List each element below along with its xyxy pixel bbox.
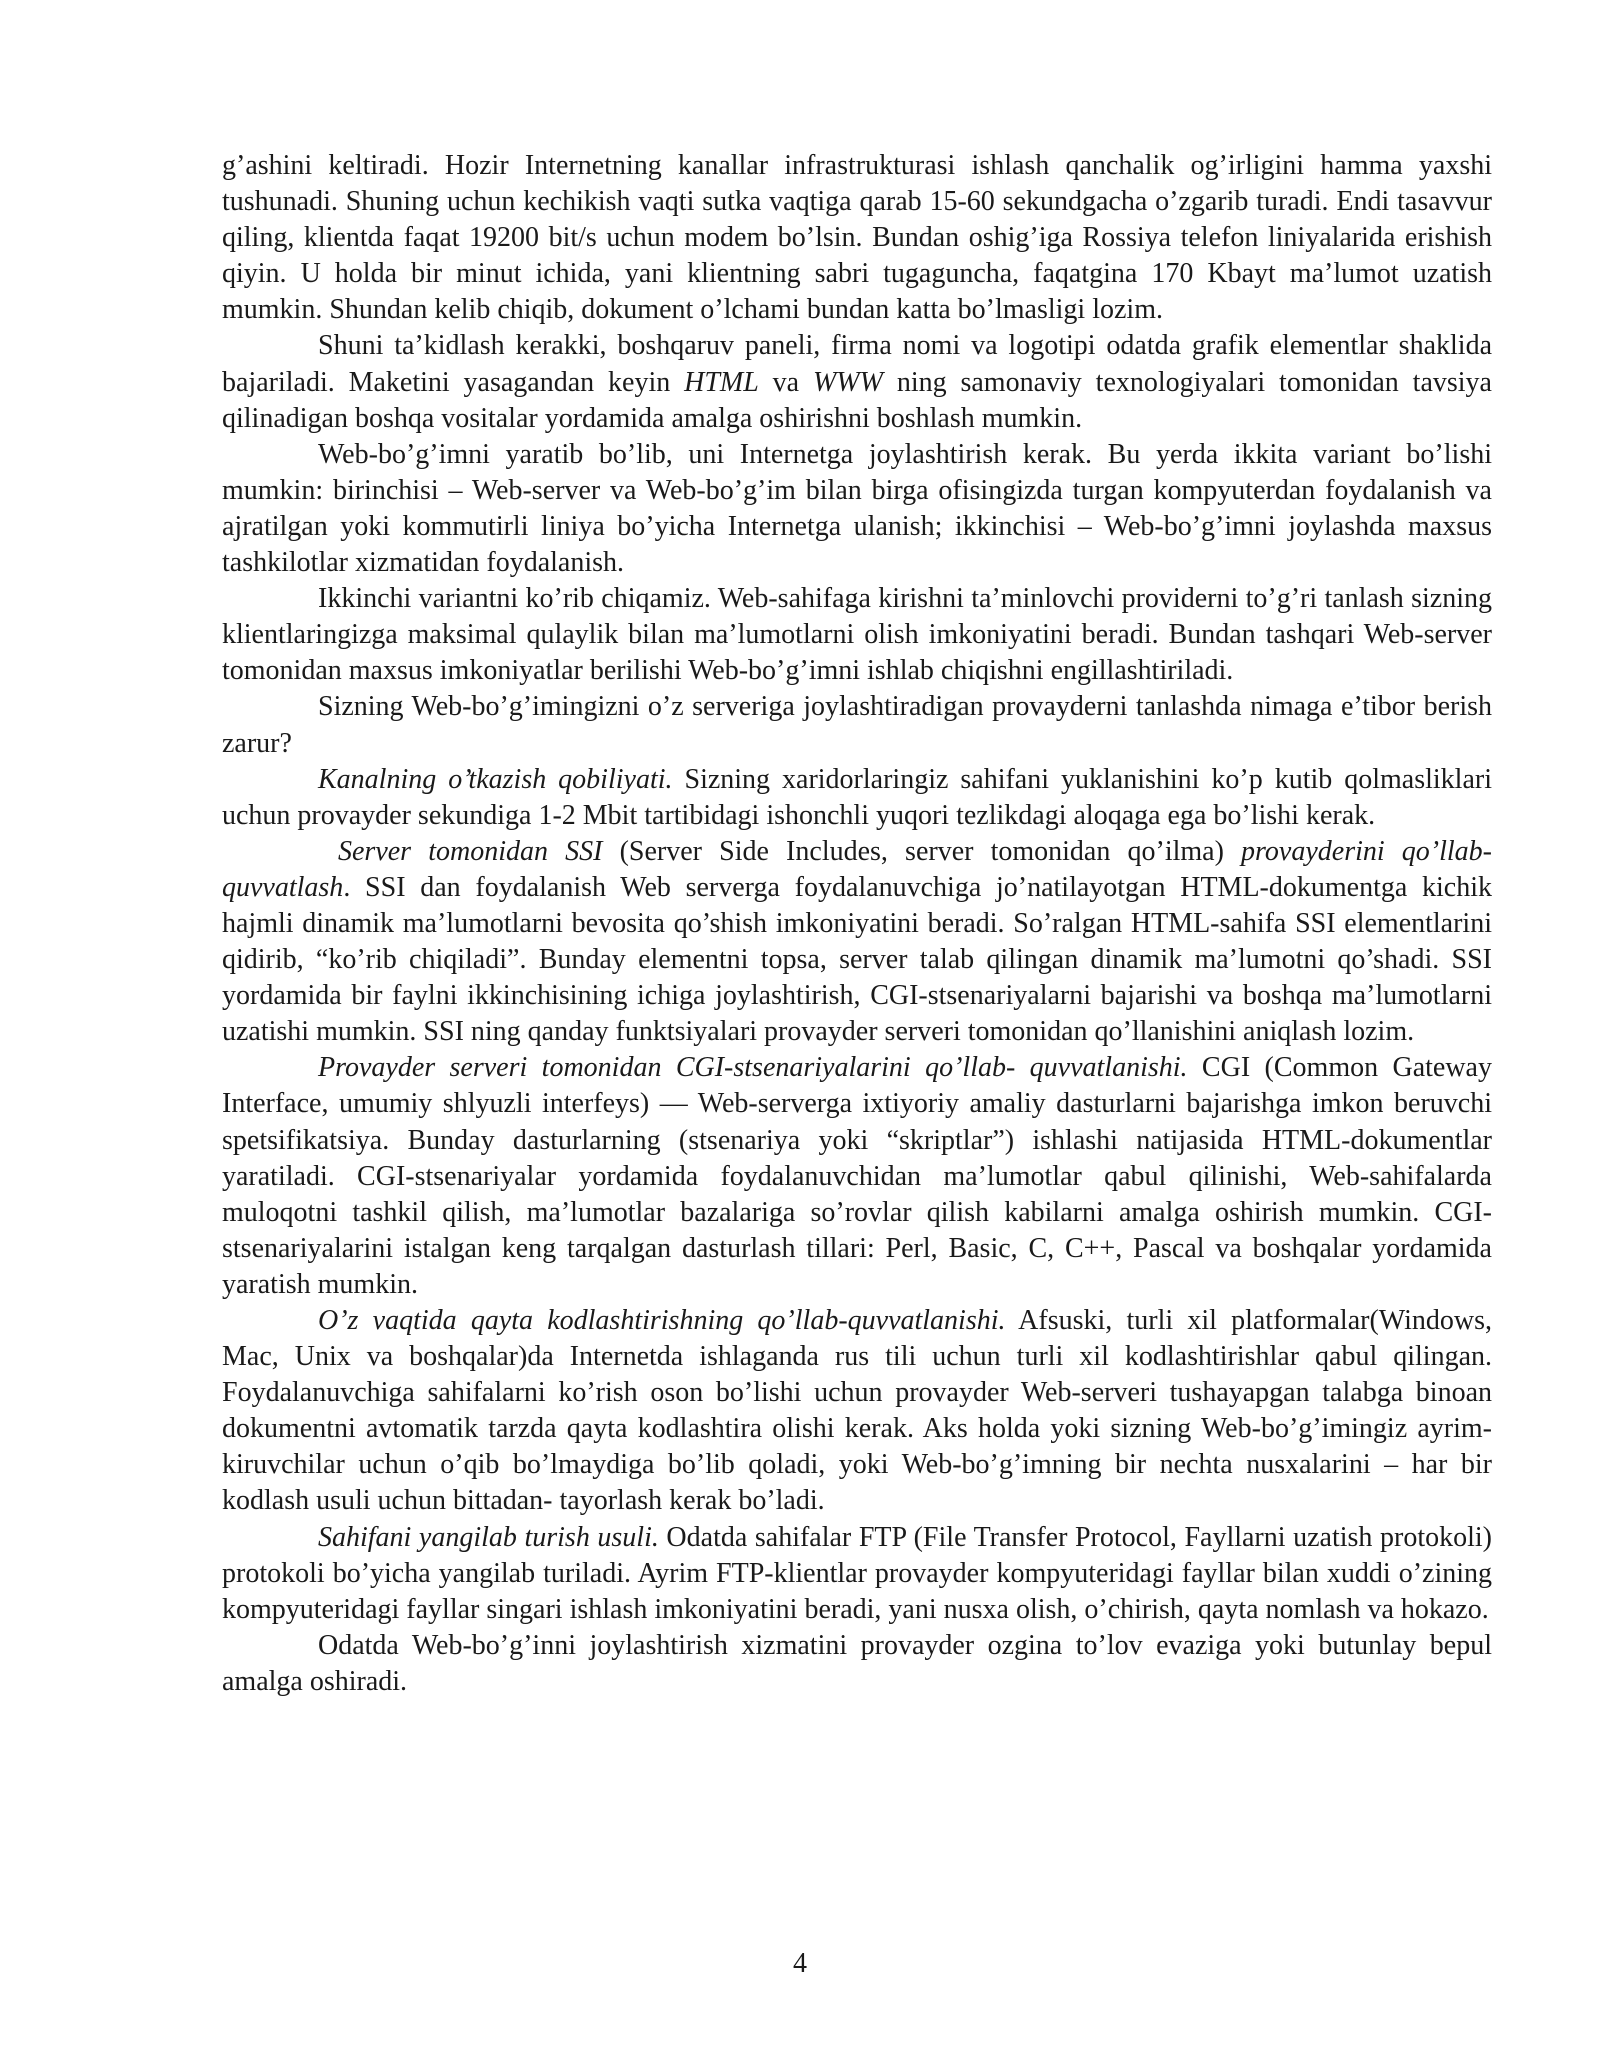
paragraph-bandwidth: Kanalning o’tkazish qobiliyati. Sizning xaridorlaringiz sahifani yuklanishini ko’p kutib qolmasliklari uchun provayder sekundiga 1-2 Mbit tartibidagi ishonchli yuqori tezlikdagi aloqaga ega bo’lishi kerak. — [222, 763, 1492, 831]
paragraph-recoding: O’z vaqtida qayta kodlashtirishning qo’llab-quvvatlanishi. Afsuski, turli xil platformalar(Windows, Mac, Unix va boshqalar)da Internetda ishlaganda rus tili uchun turli xil kodlashtirishlar qabul qilingan. Foydalanuvchiga sahifalarni ko’rish oson bo’lishi uchun provayder Web-serveri tushayapgan talabga binoan dokumentni avtomatik tarzda qayta kodlashtira olishi kerak. Aks holda yoki sizning Web-bo’g’imingiz ayrim- kiruvchilar uchun o’qib bo’lmaydiga bo’lib qoladi, yoki Web-bo’g’imning bir nechta nusxalarini – har bir kodlash usuli uchun bittadan- tayorlash kerak bo’ladi. — [222, 1305, 1492, 1517]
heading-cgi: Provayder serveri tomonidan CGI-stsenariyalarini qo’llab- quvvatlanishi. — [318, 1052, 1188, 1084]
paragraph-second-variant: Ikkinchi variantni ko’rib chiqamiz. Web-sahifaga kirishni ta’minlovchi providerni to’g’ri tanlash sizning klientlaringizga maksimal qulaylik bilan ma’lumotlarni olish imkoniyatini beradi. Bundan tashqari Web-server tomonidan maxsus imkoniyatlar berilishi Web-bo’g’imni ishlab chiqishni engillashtiriladi. — [222, 583, 1492, 687]
paragraph-provider-question: Sizning Web-bo’g’imingizni o’z serveriga joylashtiradigan provayderni tanlashda nimaga e’tibor berish zarur? — [222, 691, 1492, 759]
term-html: HTML — [684, 366, 759, 398]
term-www: WWW — [812, 366, 883, 398]
document-body — [222, 148, 1492, 1700]
paragraph-hosting-variants: Web-bo’g’imni yaratib bo’lib, uni Internetga joylashtirish kerak. Bu yerda ikkita variant bo’lishi mumkin: birinchisi – Web-server va Web-bo’g’im bilan birga ofisingizda turgan kompyuterdan foydalanish va ajratilgan yoki kommutirli liniya bo’yicha Internetga ulanish; ikkinchisi – Web-bo’g’imni joylashda maxsus tashkilotlar xizmatidan foydalanish. — [222, 438, 1492, 579]
paragraph-page-update: Sahifani yangilab turish usuli. Odatda sahifalar FTP (File Transfer Protocol, Fayllarni uzatish protokoli) protokoli bo’yicha yangilab turiladi. Ayrim FTP-klientlar provayder kompyuteridagi fayllar bilan xuddi o’zining kompyuteridagi fayllar singari ishlash imkoniyatini beradi, yani nusxa olish, o’chirish, qayta nomlash va hokazo. — [222, 1521, 1492, 1625]
paragraph-hosting-cost: Odatda Web-bo’g’inni joylashtirish xizmatini provayder ozgina to’lov evaziga yoki butunlay bepul amalga oshiradi. — [222, 1629, 1492, 1697]
paragraph-ssi: Server tomonidan SSI (Server Side Includes, server tomonidan qo’ilma) provayderini qo’llab-quvvatlash. SSI dan foydalanish Web serverga foydalanuvchiga jo’natilayotgan HTML-dokumentga kichik hajmli dinamik ma’lumotlarni bevosita qo’shish imkoniyatini beradi. So’ralgan HTML-sahifa SSI elementlarini qidirib, “ko’rib chiqiladi”. Bunday elementni topsa, server talab qilingan dinamik ma’lumotni qo’shadi. SSI yordamida bir faylni ikkinchisining ichiga joylashtirish, CGI-stsenariyalarni bajarishi va boshqa ma’lumotlarni uzatishi mumkin. SSI ning qanday funktsiyalari provayder serveri tomonidan qo’llanishini aniqlash lozim. — [222, 835, 1492, 1048]
paragraph-cgi: Provayder serveri tomonidan CGI-stsenariyalarini qo’llab- quvvatlanishi. CGI (Common Gateway Interface, umumiy shlyuzli interfeys) — Web-serverga ixtiyoriy amaliy dasturlarni bajarishga imkon beruvchi spetsifikatsiya. Bunday dasturlarning (stsenariya yoki “skriptlar”) ishlashi natijasida HTML-dokumentlar yaratiladi. CGI-stsenariyalar yordamida foydalanuvchidan ma’lumotlar qabul qilinishi, Web-sahifalarda muloqotni tashkil qilish, ma’lumotlar bazalariga so’rovlar qilish kabilarni amalga oshirish mumkin. CGI-stsenariyalarini istalgan keng tarqalgan dasturlash tillari: Perl, Basic, C, C++, Pascal va boshqalar yordamida yaratish mumkin. — [222, 1052, 1492, 1300]
paragraph-graphic-elements: Shuni ta’kidlash kerakki, boshqaruv paneli, firma nomi va logotipi odatda grafik elementlar shaklida bajariladi. Maketini yasagandan keyin HTML va WWW ning samonaviy texnologiyalari tomonidan tavsiya qilinadigan boshqa vositalar yordamida amalga oshirishni boshlash mumkin. — [222, 330, 1492, 434]
page-number: 4 — [793, 1948, 807, 1979]
heading-page-update: Sahifani yangilab turish usuli. — [318, 1521, 659, 1553]
heading-ssi: Server tomonidan SSI — [338, 835, 603, 867]
heading-bandwidth: Kanalning o’tkazish qobiliyati. — [318, 763, 673, 795]
heading-ssi-support: provayderini qo’llab-quvvatlash — [222, 835, 1492, 903]
paragraph-intro-continuation: g’ashini keltiradi. Hozir Internetning kanallar infrastrukturasi ishlash qanchalik og’irligini hamma yaxshi tushunadi. Shuning uchun kechikish vaqti sutka vaqtiga qarab 15-60 sekundgacha o’zgarib turadi. Endi tasavvur qiling, klientda faqat 19200 bit/s uchun modem bo’lsin. Bundan oshig’iga Rossiya telefon liniyalarida erishish qiyin. U holda bir minut ichida, yani klientning sabri tugaguncha, faqatgina 170 Kbayt ma’lumot uzatish mumkin. Shundan kelib chiqib, dokument o’lchami bundan katta bo’lmasligi lozim. — [222, 150, 1492, 326]
heading-recoding: O’z vaqtida qayta kodlashtirishning qo’llab-quvvatlanishi. — [318, 1305, 1006, 1336]
